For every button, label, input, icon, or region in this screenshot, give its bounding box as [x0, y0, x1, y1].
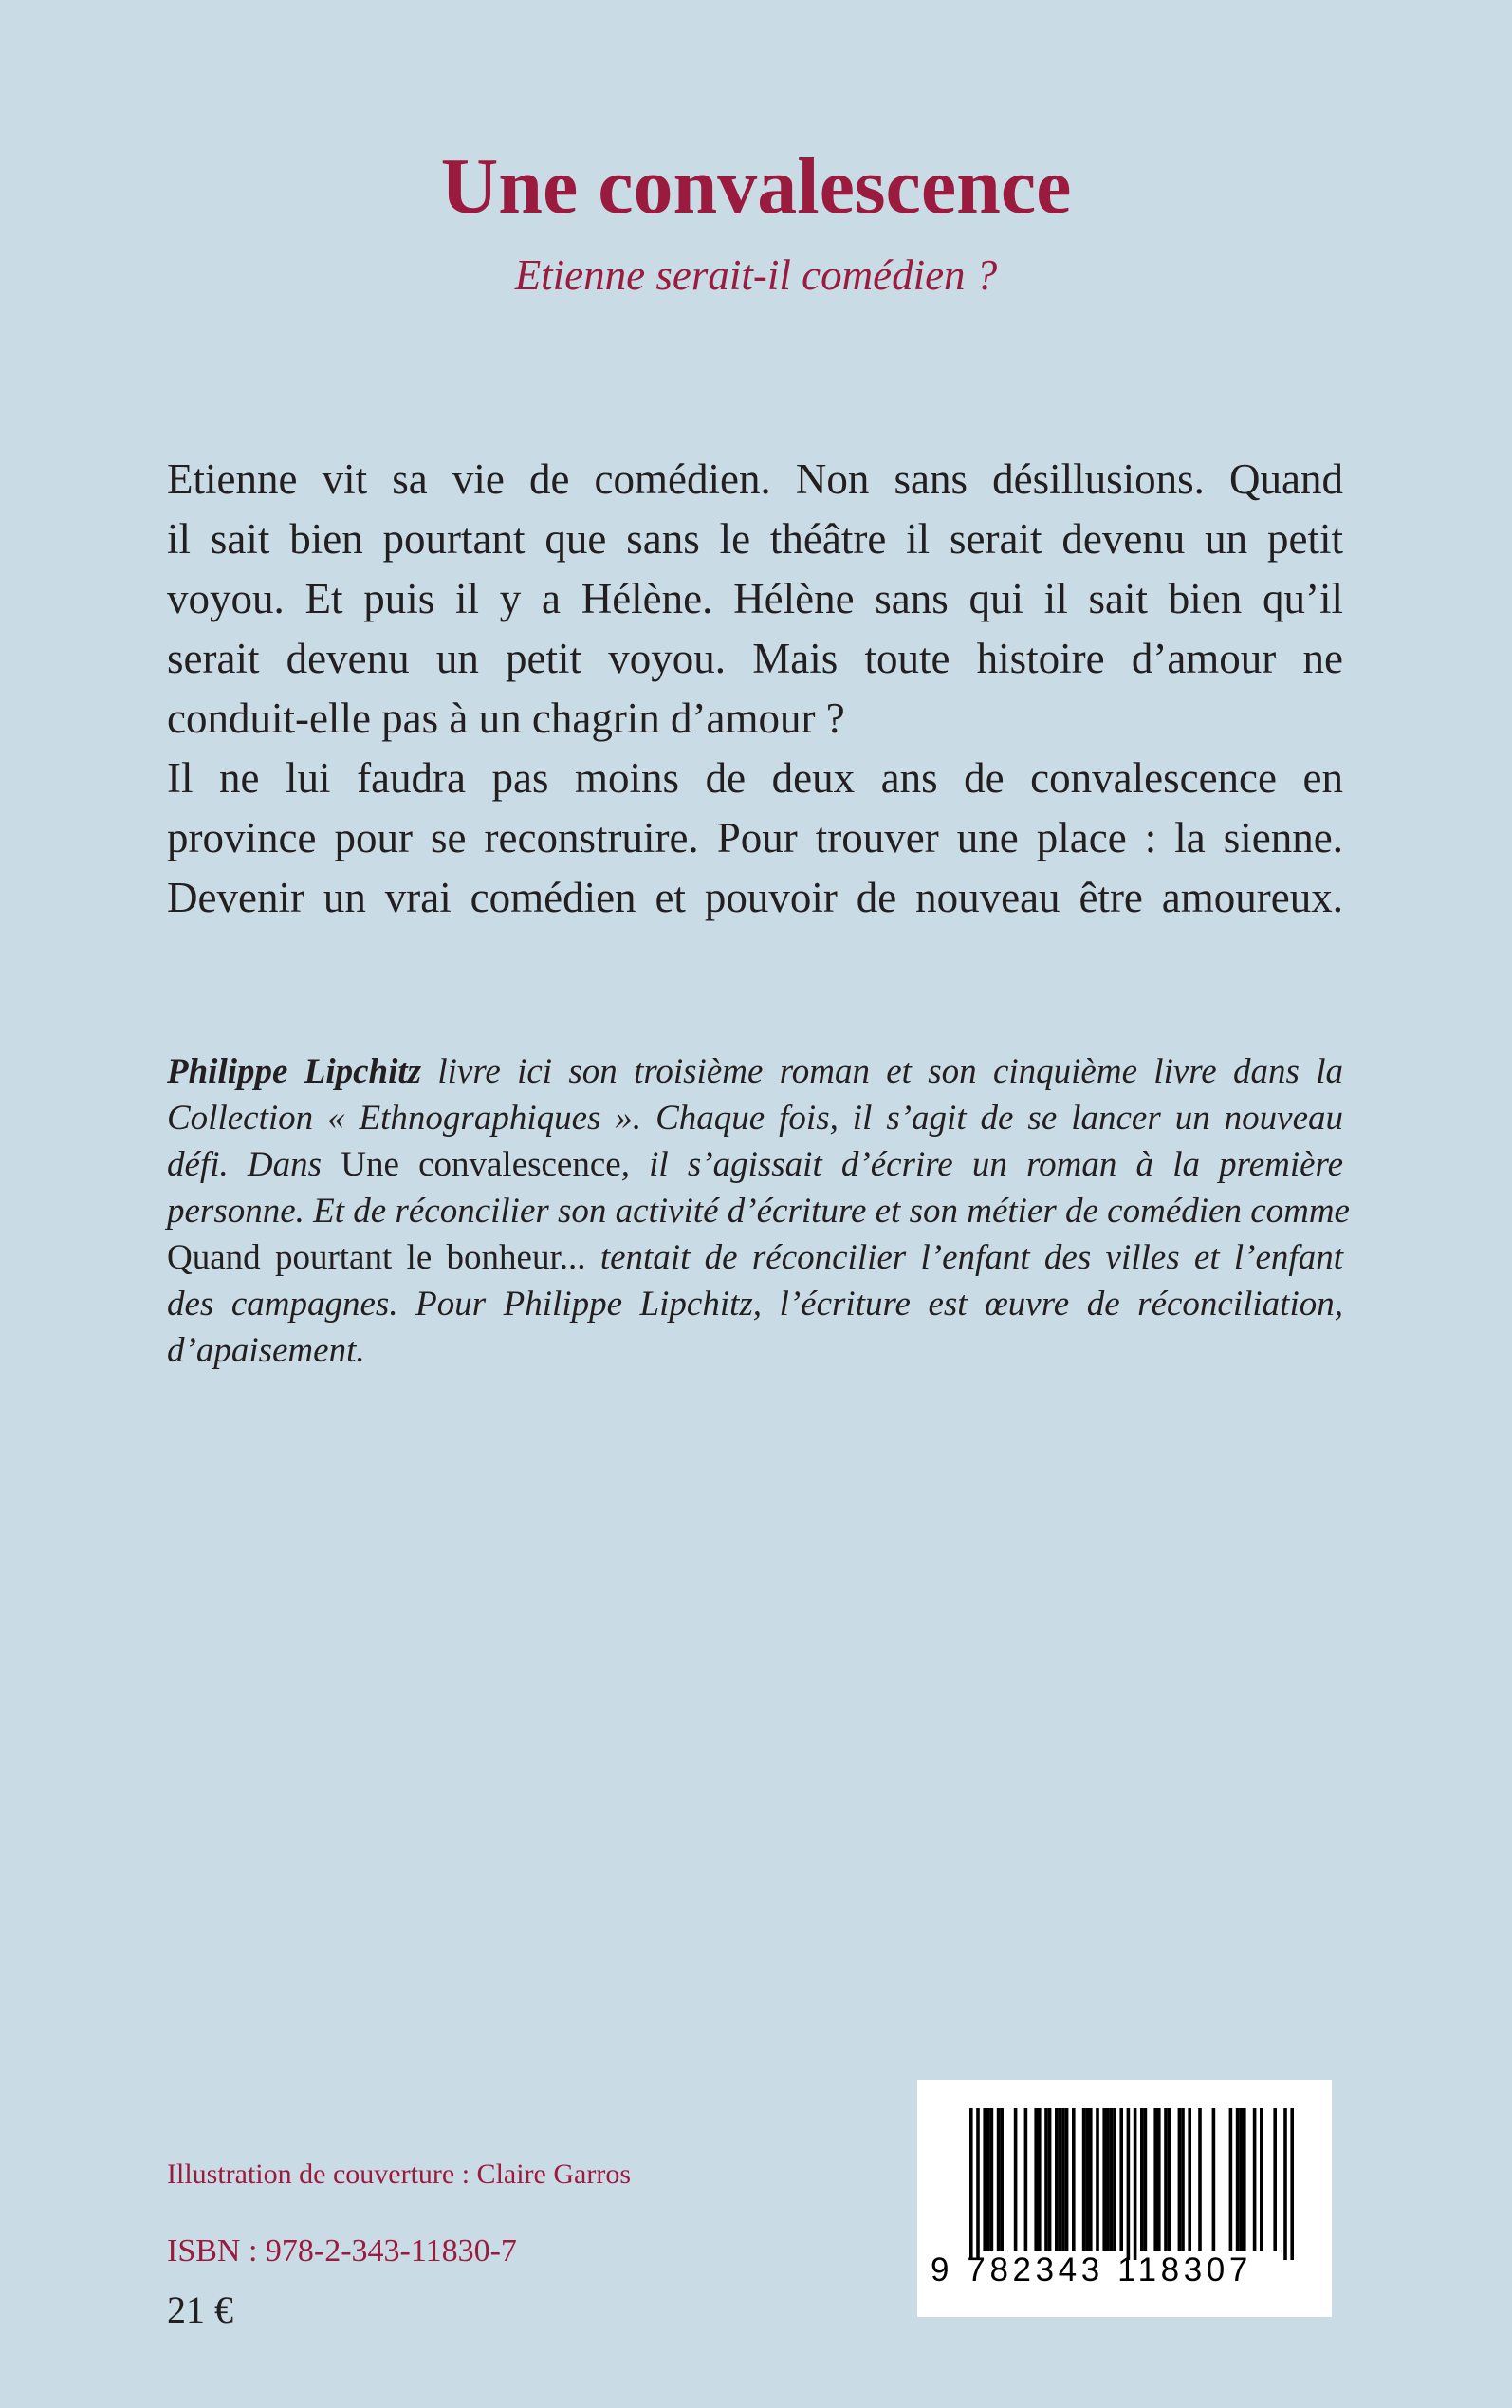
barcode — [917, 2080, 1332, 2317]
barcode-bar — [1134, 2108, 1137, 2260]
back-cover-blurb — [167, 450, 1343, 928]
barcode-bar — [1113, 2108, 1116, 2251]
bio-line — [167, 1141, 1343, 1188]
barcode-bar — [1110, 2108, 1114, 2251]
barcode-bar — [1096, 2108, 1099, 2251]
barcode-digits: 9 782343 118307 — [931, 2251, 1252, 2288]
barcode-bar — [1059, 2108, 1062, 2251]
barcode-bar — [1188, 2108, 1191, 2251]
barcode-bar — [1198, 2108, 1202, 2251]
author-bio — [167, 1048, 1350, 1374]
barcode-bar — [1082, 2108, 1086, 2251]
bio-line — [167, 1048, 1343, 1095]
book-title-reference: Une convalescence — [341, 1145, 621, 1184]
barcode-bar — [1055, 2108, 1059, 2251]
barcode-bar — [1034, 2108, 1038, 2251]
bio-text: défi. Dans — [167, 1145, 341, 1184]
barcode-bar — [1119, 2108, 1123, 2251]
illustration-credit: Illustration de couverture : Claire Garros — [167, 2158, 631, 2190]
barcode-bar — [997, 2108, 1001, 2251]
blurb-line: province pour se reconstruire. Pour trouver une place : la sienne. — [167, 814, 1343, 861]
barcode-bar — [1283, 2108, 1287, 2260]
barcode-bar — [1260, 2108, 1263, 2251]
barcode-bar — [1085, 2108, 1089, 2251]
blurb-line: conduit-elle pas à un chagrin d’amour ? — [167, 695, 845, 742]
barcode-bar — [1290, 2108, 1294, 2260]
blurb-line: Il ne lui faudra pas moins de deux ans de convalescence en — [167, 754, 1343, 802]
barcode-bar — [1127, 2108, 1131, 2260]
barcode-bar — [1072, 2108, 1076, 2251]
price: 21 € — [167, 2288, 233, 2331]
barcode-bar — [1153, 2108, 1157, 2251]
barcode-bar — [1140, 2108, 1144, 2251]
blurb-line: Etienne vit sa vie de comédien. Non sans désillusions. Quand — [167, 455, 1343, 503]
barcode-bar — [1102, 2108, 1106, 2251]
barcode-bar — [990, 2108, 994, 2251]
bio-text: , il s’agissait d’écrire un roman à la première — [620, 1145, 1343, 1184]
bio-line: personne. Et de réconcilier son activité d’écriture et son métier de comédien comme — [167, 1192, 1350, 1231]
bio-text: tentait de réconcilier l’enfant des villes et l’enfant — [585, 1238, 1343, 1277]
author-name: Philippe Lipchitz — [167, 1052, 422, 1091]
barcode-bar — [1273, 2108, 1277, 2251]
blurb-line: il sait bien pourtant que sans le théâtre il serait devenu un petit — [167, 515, 1343, 563]
barcode-bar — [1014, 2108, 1018, 2251]
barcode-bar — [1044, 2108, 1048, 2251]
barcode-bar — [1106, 2108, 1110, 2251]
barcode-bar — [1181, 2108, 1185, 2251]
barcode-bar — [1243, 2108, 1246, 2251]
barcode-bar — [1157, 2108, 1161, 2251]
bio-line: d’apaisement. — [167, 1331, 365, 1370]
barcode-bar — [976, 2108, 980, 2260]
barcode-bar — [1239, 2108, 1243, 2251]
barcode-bar — [969, 2108, 973, 2260]
blurb-line: Devenir un vrai comédien et pouvoir de nouveau être amoureux. — [167, 874, 1343, 921]
barcode-bar — [1144, 2108, 1148, 2251]
barcode-bar — [1178, 2108, 1182, 2251]
barcode-bar — [1253, 2108, 1257, 2251]
book-title-reference: Quand pourtant le bonheur... — [167, 1238, 586, 1277]
barcode-bar — [1065, 2108, 1069, 2251]
barcode-bar — [1048, 2108, 1052, 2251]
barcode-bar — [1000, 2108, 1004, 2251]
barcode-bar — [1061, 2108, 1065, 2251]
barcode-bar — [1236, 2108, 1240, 2251]
book-title: Une convalescence — [440, 142, 1072, 231]
book-subtitle: Etienne serait-il comédien ? — [514, 251, 998, 299]
barcode-bar — [1164, 2108, 1168, 2251]
barcode-bar — [1089, 2108, 1093, 2251]
blurb-line: serait devenu un petit voyou. Mais toute histoire d’amour ne — [167, 635, 1343, 682]
barcode-bar — [986, 2108, 990, 2251]
bio-line: Collection « Ethnographiques ». Chaque fois, il s’agit de se lancer un nouveau — [167, 1099, 1343, 1138]
barcode-bar — [1212, 2108, 1216, 2251]
barcode-bar — [1168, 2108, 1171, 2251]
barcode-bar — [1229, 2108, 1233, 2251]
bio-line — [167, 1234, 1343, 1281]
barcode-bar — [1024, 2108, 1028, 2251]
barcode-bar — [1038, 2108, 1042, 2251]
isbn-number: ISBN : 978-2-343-11830-7 — [167, 2233, 517, 2269]
barcode-bar — [983, 2108, 986, 2251]
bio-line: des campagnes. Pour Philippe Lipchitz, l’écriture est œuvre de réconciliation, — [167, 1285, 1343, 1324]
bio-text: livre ici son troisième roman et son cinquième livre dans la — [421, 1052, 1343, 1091]
blurb-line: voyou. Et puis il y a Hélène. Hélène sans qui il sait bien qu’il — [167, 575, 1343, 622]
